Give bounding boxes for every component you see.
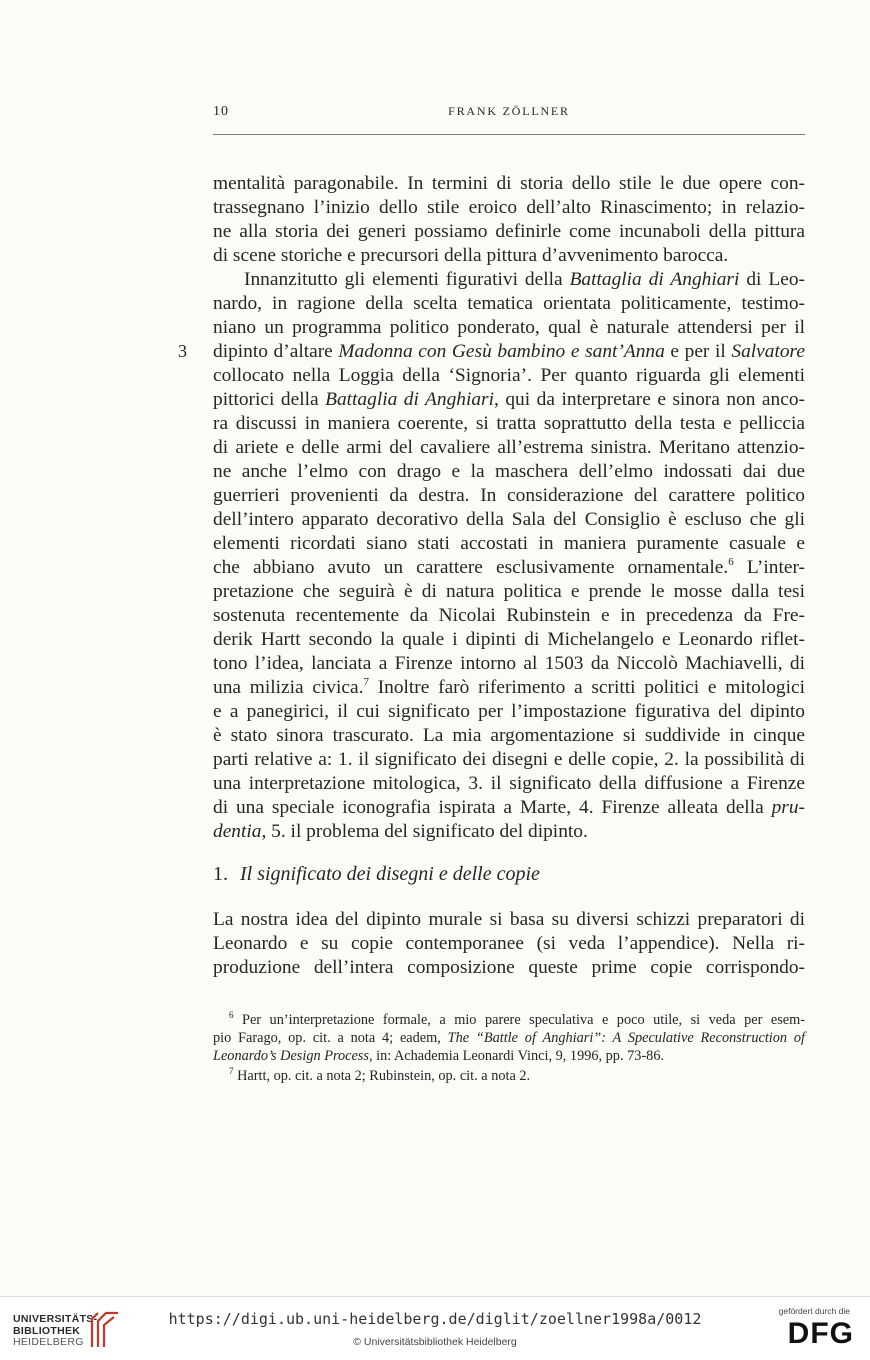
- text-line: che abbiano avuto un carattere esclusivamente ornamentale.$^6$ L’inter-: [213, 556, 805, 578]
- text-line: ra discussi in maniera coerente, si tratta soprattutto della testa e pelliccia: [213, 413, 805, 434]
- footnote-line: pio Farago, op. cit. a nota 4; eadem, The “Battle of Anghiari”: A Speculative Reconstruction of: [213, 1030, 805, 1046]
- text-line: elementi ricordati siano stati accostati in maniera puramente casuale e: [213, 533, 805, 554]
- dfg-logo[interactable]: DFG: [787, 1317, 854, 1350]
- viewer-footer: [0, 1296, 870, 1360]
- text-line: parti relative a: 1. il significato dei disegni e delle copie, 2. la possibilità di: [213, 749, 805, 770]
- text-line: trassegnano l’inizio dello stile eroico dell’alto Rinascimento; in relazio-: [213, 197, 805, 218]
- text-line: ne anche l’elmo con drago e la maschera dell’elmo indossati dai due: [213, 461, 805, 482]
- header-rule: [213, 134, 805, 135]
- page-url-link[interactable]: https://digi.ub.uni-heidelberg.de/diglit/zoellner1998a/0012: [168, 1310, 702, 1328]
- footnote-line: Leonardo’s Design Process, in: Achademia Leonardi Vinci, 9, 1996, pp. 73-86.: [213, 1048, 665, 1064]
- text-line: produzione dell’intera composizione queste prime copie corrispondo-: [213, 957, 805, 978]
- text-line: pittorici della Battaglia di Anghiari, qui da interpretare e sinora non anco-: [213, 389, 805, 410]
- running-head-author: FRANK ZÖLLNER: [448, 104, 570, 118]
- text-line: niano un programma politico ponderato, qual è naturale attendersi per il: [213, 317, 805, 338]
- text-line: di ariete e delle armi del cavaliere all’estrema sinistra. Meritano attenzio-: [213, 437, 805, 458]
- text-line: è stato sinora trascurato. La mia argomentazione si suddivide in cinque: [213, 725, 805, 746]
- text-line: tono l’idea, lanciata a Firenze intorno al 1503 da Niccolò Machiavelli, di: [213, 653, 805, 674]
- footnote-ref-6: 6: [728, 556, 734, 568]
- running-head: [213, 104, 805, 126]
- text-line: di una speciale iconografia ispirata a Marte, 4. Firenze alleata della pru-: [213, 797, 805, 818]
- text-line: Innanzitutto gli elementi figurativi della Battaglia di Anghiari di Leo-: [244, 269, 805, 290]
- text-line: dentia, 5. il problema del significato del dipinto.: [213, 821, 588, 842]
- text-line: una milizia civica.$^7$ Inoltre farò riferimento a scritti politici e mitologici: [213, 676, 805, 698]
- funding-label: gefördert durch die: [778, 1306, 850, 1316]
- text-line: mentalità paragonabile. In termini di storia dello stile le due opere con-: [213, 173, 805, 194]
- text-line: dell’intero apparato decorativo della Sala del Consiglio è escluso che gli: [213, 509, 805, 530]
- footnote-7: $^7$ Hartt, op. cit. a nota 2; Rubinstein, op. cit. a nota 2.: [229, 1066, 531, 1084]
- text-line: nardo, in ragione della scelta tematica orientata politicamente, testimo-: [213, 293, 805, 314]
- footnote-6: $^6$ Per un’interpretazione formale, a mio parere speculativa e poco utile, si veda per esem-: [229, 1010, 805, 1028]
- library-name-line1: UNIVERSITÄTS-: [13, 1313, 98, 1325]
- text-line: dipinto d’altare Madonna con Gesù bambino e sant’Anna e per il Salvatore: [213, 341, 805, 362]
- text-line: guerrieri provenienti da destra. In considerazione del carattere politico: [213, 485, 805, 506]
- library-name-line3: HEIDELBERG: [13, 1336, 84, 1348]
- text-line: derik Hartt secondo la quale i dipinti di Michelangelo e Leonardo riflet-: [213, 629, 805, 650]
- section-title: Il significato dei disegni e delle copie: [240, 863, 540, 885]
- text-line: La nostra idea del dipinto murale si basa su diversi schizzi preparatori di: [213, 909, 805, 930]
- section-heading: [213, 861, 540, 887]
- text-line: di scene storiche e precursori della pittura d’avvenimento barocca.: [213, 245, 729, 266]
- text-line: pretazione che seguirà è di natura politica e prende le mosse dalla tesi: [213, 581, 805, 602]
- footnote-ref-7: 7: [363, 676, 369, 688]
- text-line: collocato nella Loggia della ‘Signoria’. Per quanto riguarda gli elementi: [213, 365, 805, 386]
- text-line: una interpretazione mitologica, 3. il significato della diffusione a Firenze: [213, 773, 805, 794]
- library-name-line2: BIBLIOTHEK: [13, 1324, 81, 1337]
- margin-figure-reference: 3: [178, 341, 187, 361]
- text-line: sostenuta recentemente da Nicolai Rubinstein e in precedenza da Fre-: [213, 605, 805, 626]
- text-line: ne alla storia dei generi possiamo definirle come incunaboli della pittura: [213, 221, 805, 242]
- text-line: e a panegirici, il cui significato per l’impostazione figurativa del dipinto: [213, 701, 805, 722]
- page-number: 10: [213, 104, 229, 119]
- copyright-notice: © Universitätsbibliothek Heidelberg: [353, 1336, 517, 1348]
- text-line: Leonardo e su copie contemporanee (si veda l’appendice). Nella ri-: [213, 933, 805, 954]
- section-number: 1.: [213, 863, 228, 885]
